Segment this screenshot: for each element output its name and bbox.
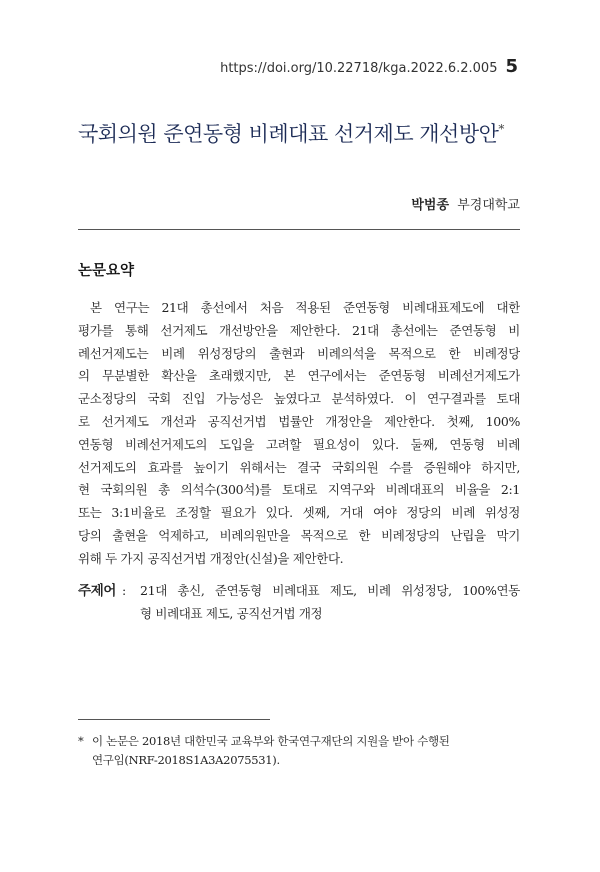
keywords-label: 주제어 [78, 583, 117, 599]
header-doi-line [220, 56, 518, 77]
title-footnote-mark: * [498, 122, 504, 136]
abstract-line: 군소정당의 국회 진입 가능성은 높였다고 분석하였다. 이 연구결과를 토대 [78, 391, 520, 407]
abstract-line: 로 선거제도 개선과 공직선거법 법률안 개정안을 제안한다. 첫째, 100% [78, 413, 520, 429]
abstract-line: 의 무분별한 확산을 초래했지만, 본 연구에서는 준연동형 비례선거제도가 [78, 368, 520, 384]
abstract-line: 또는 3:1비율로 조정할 필요가 있다. 셋째, 거대 여야 정당의 비례 위성정 [78, 505, 520, 521]
footnote-text [92, 732, 450, 770]
keywords-line: 21대 총신, 준연동형 비례대표 제도, 비례 위성정당, 100%연동 [140, 583, 520, 598]
abstract-line: 당의 출현을 억제하고, 비례의원만을 목적으로 한 비례정당의 난립을 막기 [78, 527, 520, 543]
keywords-colon: : [122, 583, 126, 598]
author-affiliation: 부경대학교 [457, 198, 520, 213]
footnote-line: 이 논문은 2018년 대한민국 교육부와 한국연구재단의 지원을 받아 수행된 [92, 734, 450, 748]
abstract-line: 위해 두 가지 공직선거법 개정안(신설)을 제안한다. [78, 550, 344, 566]
keywords-text [140, 580, 520, 625]
author-line [411, 194, 520, 213]
doi-link[interactable]: https://doi.org/10.22718/kga.2022.6.2.005 [220, 61, 498, 76]
keywords-line: 형 비례대표 제도, 공직선거법 개정 [140, 605, 323, 621]
paper-title-text: 국회의원 준연동형 비례대표 선거제도 개선방안 [78, 122, 499, 146]
footnote-line: 연구임(NRF-2018S1A3A2075531). [92, 753, 280, 767]
footnote [78, 732, 520, 770]
abstract-line: 선거제도의 효과를 높이기 위해서는 결국 국회의원 수를 증원해야 하지만, [78, 459, 520, 475]
abstract-line: 현 국회의원 총 의석수(300석)를 토대로 지역구와 비례대표의 비율을 2:1 [78, 482, 520, 498]
title-divider [78, 229, 520, 230]
abstract-heading: 논문요약 [78, 263, 135, 279]
abstract-line: 평가를 통해 선거제도 개선방안을 제안한다. 21대 총선에는 준연동형 비 [78, 322, 520, 338]
footnote-mark: * [78, 734, 84, 748]
author-name: 박범종 [411, 198, 450, 213]
footnote-divider [78, 719, 270, 720]
page-number: 5 [505, 56, 518, 77]
keywords-block [78, 580, 520, 625]
abstract-body [78, 297, 520, 571]
abstract-line: 연동형 비례선거제도의 도입을 고려할 필요성이 있다. 둘째, 연동형 비례 [78, 436, 520, 452]
paper-title [78, 118, 548, 148]
abstract-line: 본 연구는 21대 총선에서 처음 적용된 준연동형 비례대표제도에 대한 [90, 300, 520, 315]
abstract-line: 례선거제도는 비례 위성정당의 출현과 비례의석을 목적으로 한 비례정당 [78, 345, 520, 361]
